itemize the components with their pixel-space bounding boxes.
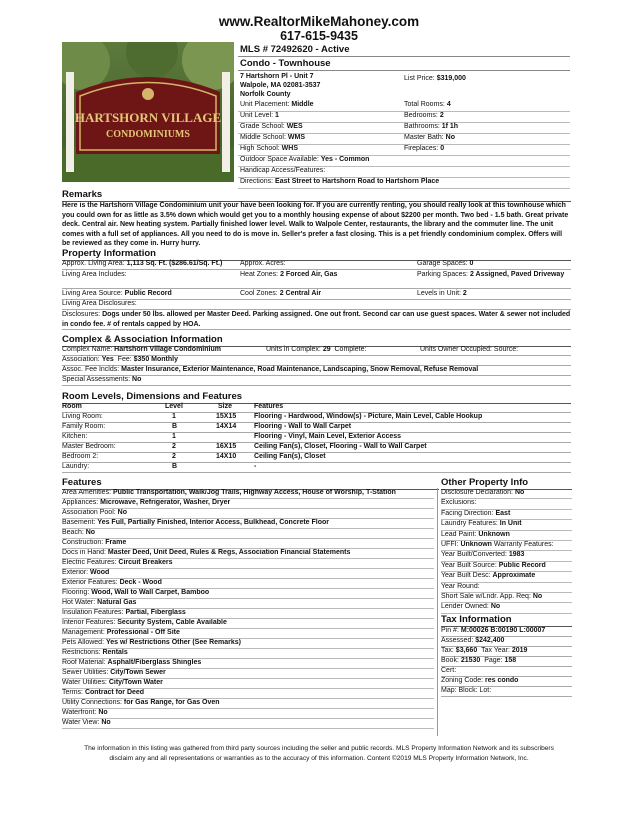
- parking-spaces-label: Parking Spaces:: [417, 271, 468, 278]
- feature-label: Area Amenities:: [62, 489, 112, 496]
- feature-value: Security System, Cable Available: [117, 619, 227, 626]
- feature-label: Sewer Utilities:: [62, 669, 109, 676]
- feature-value: City/Town Water: [108, 679, 163, 686]
- outdoor-space-value: Yes - Common: [320, 156, 370, 163]
- feature-value: Yes w/ Restrictions Other (See Remarks): [105, 639, 241, 646]
- room-level: B: [172, 463, 178, 470]
- other-info-label: Year Built Desc:: [441, 572, 491, 580]
- feature-label: Restrictions:: [62, 649, 101, 656]
- feature-value: Rentals: [102, 649, 128, 656]
- feature-row: [62, 529, 434, 539]
- property-type: Condo - Townhouse: [238, 58, 570, 71]
- feature-label: Pets Allowed:: [62, 639, 105, 646]
- tax-value: $3,660: [455, 647, 478, 654]
- feature-label: Basement:: [62, 519, 96, 526]
- feature-row: [62, 669, 434, 679]
- feature-label: Terms:: [62, 689, 83, 696]
- middle-school-value: WMS: [287, 134, 305, 141]
- tax-row: [441, 657, 572, 667]
- room-level: 2: [172, 453, 176, 460]
- other-info-row: [441, 499, 572, 509]
- fireplaces-label: Fireplaces:: [404, 145, 439, 152]
- levels-in-unit-label: Levels in Unit:: [417, 290, 461, 297]
- property-row: [62, 260, 571, 270]
- grade-school-label: Grade School:: [240, 123, 285, 130]
- association-value: Yes: [101, 356, 114, 363]
- page-label: Page:: [484, 657, 503, 664]
- other-info-value: No: [490, 603, 501, 611]
- room-features: Flooring - Vinyl, Main Level, Exterior Access: [254, 433, 402, 440]
- address-line2: Walpole, MA 02081-3537: [240, 82, 321, 89]
- disclaimer-line1: The information in this listing was gathered from third party sources including the seller and public records. MLS Property Information Network and its subscribers: [84, 745, 554, 752]
- summary-row: [238, 145, 570, 156]
- room-name: Kitchen:: [62, 433, 88, 440]
- feature-value: Microwave, Refrigerator, Washer, Dryer: [100, 499, 231, 506]
- property-row: [62, 300, 571, 310]
- feature-row: [62, 539, 434, 549]
- other-info-label: Laundry Features:: [441, 520, 498, 528]
- living-area-label: Approx. Living Area:: [62, 260, 125, 267]
- other-info-label: Facing Direction:: [441, 509, 494, 517]
- feature-label: Insulation Features:: [62, 609, 124, 616]
- feature-value: Asphalt/Fiberglass Shingles: [107, 659, 202, 666]
- room-row: [62, 443, 571, 453]
- total-rooms-label: Total Rooms:: [404, 101, 445, 108]
- feature-label: Water Utilities:: [62, 679, 107, 686]
- levels-in-unit-value: 2: [462, 290, 467, 297]
- complex-name-value: Hartshorn Village Condominium: [114, 346, 221, 353]
- special-assessments-label: Special Assessments:: [62, 376, 131, 383]
- tax-row: [441, 637, 572, 647]
- mls-number: MLS # 72492620 - Active: [238, 44, 570, 57]
- master-bath-value: No: [445, 134, 455, 141]
- room-size: 14X14: [216, 423, 237, 430]
- feature-row: [62, 489, 434, 499]
- grade-school-value: WES: [286, 123, 303, 130]
- complex-row: [62, 356, 571, 366]
- other-info-value: Unknown: [478, 530, 510, 538]
- disclaimer-line2: disclaim any and all representations or warranties as to the accuracy of this information. Content ©2019 MLS Property Information Network, Inc.: [109, 755, 529, 762]
- feature-value: Deck - Wood: [119, 579, 162, 586]
- remarks-heading: Remarks: [62, 189, 571, 202]
- room-size: 14X10: [216, 453, 237, 460]
- feature-row: [62, 649, 434, 659]
- unit-level-label: Unit Level:: [240, 112, 274, 119]
- feature-value: No: [98, 709, 108, 716]
- feature-value: Professional - Off Site: [106, 629, 180, 636]
- feature-value: No: [85, 529, 96, 536]
- other-info-row: [441, 531, 572, 541]
- rooms-heading: Room Levels, Dimensions and Features: [62, 391, 571, 404]
- property-photo: [62, 42, 234, 182]
- bedrooms-value: 2: [439, 112, 444, 119]
- room-level: 2: [172, 443, 176, 450]
- feature-row: [62, 499, 434, 509]
- room-name: Laundry:: [62, 463, 90, 470]
- living-area-source-label: Living Area Source:: [62, 290, 123, 297]
- room-row: [62, 433, 571, 443]
- outdoor-space-label: Outdoor Space Available:: [240, 156, 319, 163]
- feature-value: Wood: [90, 569, 110, 576]
- disclosures: [62, 310, 571, 330]
- other-info-row: [441, 520, 572, 530]
- fee-value: $350 Monthly: [133, 356, 178, 363]
- directions-value: East Street to Hartshorn Road to Hartshorn Place: [275, 178, 440, 185]
- tax-row: [441, 647, 572, 657]
- living-area-value: 1,113 Sq. Ft. ($286.61/Sq. Ft.): [126, 260, 223, 267]
- fireplaces-value: 0: [440, 145, 445, 152]
- other-info-row: [441, 562, 572, 572]
- tax-label: Tax:: [441, 647, 454, 654]
- garage-spaces-value: 0: [469, 260, 474, 267]
- summary-row: [238, 167, 570, 178]
- other-info-row: [441, 489, 572, 499]
- book-label: Book:: [441, 657, 459, 664]
- summary-row: [238, 156, 570, 167]
- feature-value: Yes Full, Partially Finished, Interior Access, Bulkhead, Concrete Floor: [97, 519, 330, 526]
- room-name: Family Room:: [62, 423, 106, 430]
- feature-value: City/Town Sewer: [110, 669, 166, 676]
- level-col-header: Level: [165, 403, 183, 410]
- room-size: 15X15: [216, 413, 237, 420]
- bathrooms-label: Bathrooms:: [404, 123, 440, 130]
- feature-label: Exterior Features:: [62, 579, 118, 586]
- assessed-label: Assessed:: [441, 637, 474, 644]
- map-block-lot-label: Map: Block: Lot:: [441, 687, 492, 694]
- complex-name-label: Complex Name:: [62, 346, 113, 353]
- feature-value: for Gas Range, for Gas Oven: [123, 699, 220, 706]
- list-price-label: List Price:: [404, 75, 435, 82]
- summary-row: [238, 134, 570, 145]
- other-info-value: East: [495, 509, 511, 517]
- sign-text-line2: CONDOMINIUMS: [106, 129, 190, 140]
- disclosures-text: Dogs under 50 lbs. allowed per Master Deed. Parking assigned. One out front. Second car can use guest spaces. Water & sewer not included in condo fee. # of rentals capped by HOA.: [62, 311, 571, 328]
- feature-label: Roof Material:: [62, 659, 106, 666]
- feature-row: [62, 619, 434, 629]
- feature-row: [62, 569, 434, 579]
- room-row: [62, 453, 571, 463]
- county: Norfolk County: [240, 91, 291, 98]
- other-info-extra: Warranty Features:: [493, 540, 554, 548]
- room-row: [62, 463, 571, 473]
- summary-row: [238, 112, 570, 123]
- tax-row: [441, 687, 572, 697]
- zoning-label: Zoning Code:: [441, 677, 484, 684]
- tax-heading: Tax Information: [441, 614, 572, 627]
- fee-includes-value: Master Insurance, Exterior Maintenance, Road Maintenance, Landscaping, Snow Removal, Refuse Removal: [121, 366, 479, 373]
- other-info-label: Short Sale w/Lndr. App. Req:: [441, 592, 531, 600]
- other-info-value: In Unit: [499, 520, 522, 528]
- living-area-disclosures-label: Living Area Disclosures:: [62, 300, 137, 307]
- room-features: Flooring - Wall to Wall Carpet: [254, 423, 352, 430]
- page-value: 158: [504, 657, 517, 664]
- association-label: Association:: [62, 356, 100, 363]
- pin-value: M:00026 B:00190 L:00007: [460, 627, 546, 634]
- other-info-label: UFFI:: [441, 540, 459, 548]
- remarks-text: Here is the Hartshorn Village Condominium unit your have been looking for. If you are currently renting, you should really look at this townhouse which you could own for as little as 3.5% down which would get you to a monthly housing expense of about $2200 per month. Two bed - 1.5 bath. Great private deck. Central air. New heating system. Partially finished lower level. Walk to Walpole Center, restaurants, the library and the commuter line. The unit comes with a full set of appliances. All you need to do is move in. Seller's prefer a fast closing. This is a pet friendly condominium complex. Offers will be reviewed as they come in. Hurry hurry.: [62, 202, 569, 248]
- feature-value: Wood, Wall to Wall Carpet, Bamboo: [91, 589, 210, 596]
- feature-row: [62, 609, 434, 619]
- heat-zones-value: 2 Forced Air, Gas: [280, 271, 338, 278]
- feature-row: [62, 679, 434, 689]
- feature-label: Interior Features:: [62, 619, 116, 626]
- other-info-label: Exclusions:: [441, 499, 477, 507]
- other-info-value: Unknown: [460, 540, 492, 548]
- property-row: [62, 290, 571, 300]
- room-col-header: Room: [62, 403, 82, 410]
- room-name: Living Room:: [62, 413, 103, 420]
- feature-label: Appliances:: [62, 499, 99, 506]
- room-row: [62, 413, 571, 423]
- feature-label: Electric Features:: [62, 559, 117, 566]
- fee-label: Fee:: [117, 356, 132, 363]
- feature-row: [62, 699, 434, 709]
- garage-spaces-label: Garage Spaces:: [417, 260, 468, 267]
- feature-row: [62, 719, 434, 729]
- feature-row: [62, 519, 434, 529]
- summary-row: [238, 123, 570, 134]
- room-features: Flooring - Hardwood, Window(s) - Picture, Main Level, Cable Hookup: [254, 413, 483, 420]
- list-price: [404, 75, 466, 84]
- complex-row: [62, 346, 571, 356]
- feature-row: [62, 629, 434, 639]
- other-info-row: [441, 583, 572, 593]
- feature-row: [62, 639, 434, 649]
- other-info-heading: Other Property Info: [441, 477, 572, 490]
- feature-row: [62, 689, 434, 699]
- handicap-label: Handicap Access/Features:: [240, 167, 326, 174]
- feature-label: Construction:: [62, 539, 104, 546]
- room-level: 1: [172, 433, 176, 440]
- feature-label: Exterior:: [62, 569, 89, 576]
- feature-value: No: [117, 509, 127, 516]
- other-info-label: Lead Paint:: [441, 530, 477, 538]
- middle-school-label: Middle School:: [240, 134, 286, 141]
- room-size: 16X15: [216, 443, 237, 450]
- zoning-value: res condo: [484, 677, 519, 684]
- room-name: Master Bedroom:: [62, 443, 116, 450]
- fee-includes-label: Assoc. Fee Inclds:: [62, 366, 120, 373]
- feature-label: Beach:: [62, 529, 84, 536]
- rooms-header-row: [62, 403, 571, 413]
- special-assessments-value: No: [132, 376, 142, 383]
- cool-zones-label: Cool Zones:: [240, 290, 278, 297]
- disclosures-label: Disclosures:: [62, 311, 101, 318]
- other-info-row: [441, 572, 572, 582]
- room-row: [62, 423, 571, 433]
- master-bath-label: Master Bath:: [404, 134, 444, 141]
- feature-value: Master Deed, Unit Deed, Rules & Regs, Association Financial Statements: [107, 549, 351, 556]
- list-price-value: $319,000: [436, 75, 466, 82]
- other-info-row: [441, 510, 572, 520]
- feature-row: [62, 559, 434, 569]
- book-value: 21530: [460, 657, 481, 664]
- summary-row: [238, 101, 570, 112]
- feature-value: Circuit Breakers: [118, 559, 173, 566]
- feature-row: [62, 659, 434, 669]
- other-info-label: Lender Owned:: [441, 603, 489, 611]
- feature-row: [62, 589, 434, 599]
- other-info-row: [441, 551, 572, 561]
- high-school-value: WHS: [281, 145, 298, 152]
- feature-label: Water View:: [62, 719, 100, 726]
- heat-zones-label: Heat Zones:: [240, 271, 279, 278]
- feature-row: [62, 709, 434, 719]
- room-name: Bedroom 2:: [62, 453, 99, 460]
- feature-row: [62, 579, 434, 589]
- feature-label: Hot Water:: [62, 599, 96, 606]
- complex-row: [62, 366, 571, 376]
- acres-label: Approx. Acres:: [240, 260, 286, 267]
- unit-level-value: 1: [275, 112, 279, 119]
- feature-value: No: [101, 719, 111, 726]
- feature-value: Public Transportation, Walk/Jog Trails, Highway Access, House of Worship, T-Station: [112, 489, 396, 496]
- room-features: Ceiling Fan(s), Closet: [254, 453, 326, 460]
- unit-placement-label: Unit Placement:: [240, 101, 290, 108]
- room-level: 1: [172, 413, 176, 420]
- feature-value: Frame: [105, 539, 127, 546]
- cert-label: Cert:: [441, 667, 457, 674]
- room-features: -: [254, 463, 257, 470]
- column-divider: [437, 488, 438, 736]
- room-features: Ceiling Fan(s), Closet, Flooring - Wall to Wall Carpet: [254, 443, 427, 450]
- features-list: [62, 489, 434, 729]
- feature-row: [62, 599, 434, 609]
- feature-label: Utility Connections:: [62, 699, 122, 706]
- features-col-header: Features: [254, 403, 284, 410]
- feature-value: Natural Gas: [97, 599, 137, 606]
- feature-label: Management:: [62, 629, 105, 636]
- owner-occupied-label: Units Owner Occupied: Source:: [420, 346, 519, 353]
- other-info-row: [441, 593, 572, 603]
- sign-text-line1: HARTSHORN VILLAGE: [74, 110, 222, 125]
- units-in-complex-value: 29: [322, 346, 331, 353]
- other-info-row: [441, 541, 572, 551]
- room-level: B: [172, 423, 178, 430]
- property-info-heading: Property Information: [62, 248, 571, 261]
- feature-label: Waterfront:: [62, 709, 97, 716]
- feature-label: Association Pool:: [62, 509, 116, 516]
- tax-year-value: 2019: [511, 647, 528, 654]
- complete-label: Complete:: [334, 346, 367, 353]
- phone-number: 617-615-9435: [280, 29, 358, 43]
- complex-row: [62, 376, 571, 386]
- other-info-label: Disclosure Declaration:: [441, 489, 513, 496]
- tax-row: [441, 677, 572, 687]
- cool-zones-value: 2 Central Air: [279, 290, 322, 297]
- other-info-label: Year Built/Converted:: [441, 551, 507, 559]
- features-heading: Features: [62, 477, 439, 490]
- address-line1: 7 Hartshorn Pl - Unit 7: [240, 73, 314, 80]
- living-area-includes-label: Living Area Includes:: [62, 271, 127, 278]
- other-info-label: Year Round:: [441, 582, 480, 590]
- unit-placement-value: Middle: [291, 101, 314, 108]
- tax-row: [441, 627, 572, 637]
- other-info-value: Approximate: [492, 572, 536, 580]
- total-rooms-value: 4: [446, 101, 451, 108]
- feature-label: Flooring:: [62, 589, 90, 596]
- other-info-value: No: [514, 489, 525, 496]
- property-row: [62, 271, 571, 289]
- disclaimer: [62, 744, 576, 764]
- assessed-value: $242,400: [475, 637, 505, 644]
- other-info-value: No: [532, 592, 543, 600]
- feature-row: [62, 549, 434, 559]
- tax-year-label: Tax Year:: [481, 647, 510, 654]
- summary-grid: [238, 101, 570, 189]
- feature-label: Docs in Hand:: [62, 549, 106, 556]
- directions-label: Directions:: [240, 178, 274, 185]
- tax-row: [441, 667, 572, 677]
- high-school-label: High School:: [240, 145, 280, 152]
- living-area-source-value: Public Record: [124, 290, 172, 297]
- parking-spaces-value: 2 Assigned, Paved Driveway: [469, 271, 565, 278]
- pin-label: Pin #:: [441, 627, 459, 634]
- other-info-value: Public Record: [498, 561, 546, 569]
- complex-heading: Complex & Association Information: [62, 334, 571, 347]
- bedrooms-label: Bedrooms:: [404, 112, 438, 119]
- other-info-list: [441, 489, 572, 614]
- other-info-label: Year Built Source:: [441, 561, 497, 569]
- other-info-value: 1983: [508, 551, 525, 559]
- summary-row: [238, 178, 570, 189]
- feature-value: Contract for Deed: [84, 689, 145, 696]
- feature-row: [62, 509, 434, 519]
- bathrooms-value: 1f 1h: [441, 123, 459, 130]
- feature-value: Partial, Fiberglass: [125, 609, 186, 616]
- units-in-complex-label: Units in Complex:: [266, 346, 321, 353]
- size-col-header: Size: [218, 403, 233, 410]
- website-url[interactable]: www.RealtorMikeMahoney.com: [218, 14, 420, 29]
- other-info-row: [441, 603, 572, 613]
